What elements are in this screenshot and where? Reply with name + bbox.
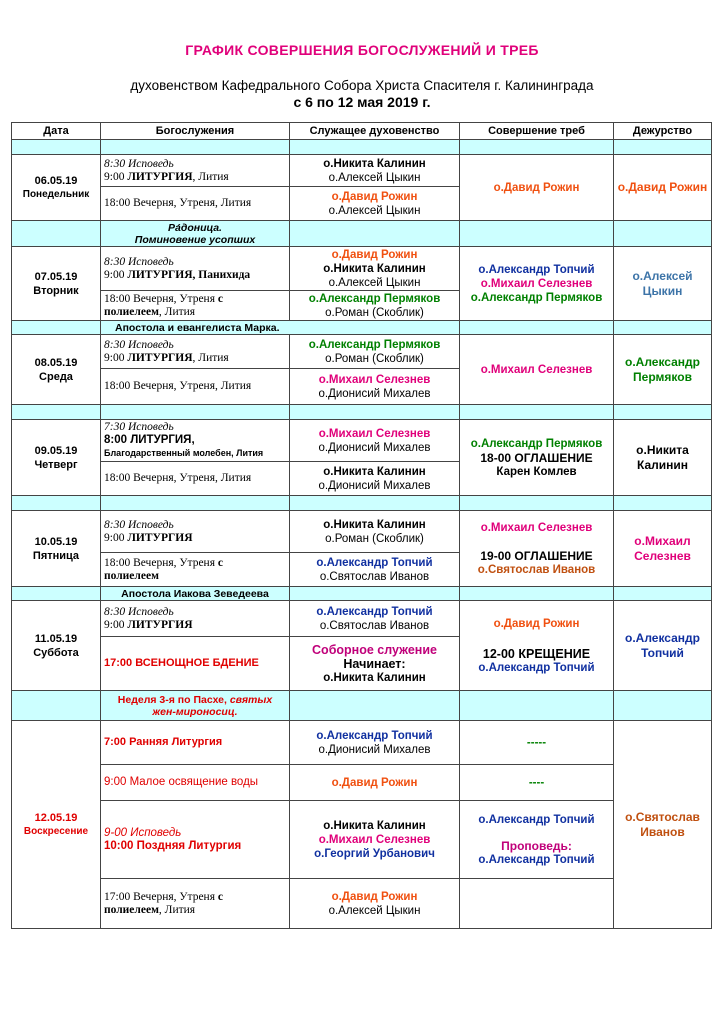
- date-cell: [12, 420, 101, 496]
- rites-name: о.Михаил Селезнев: [480, 363, 593, 376]
- service-time: 9:00: [104, 618, 128, 631]
- schedule-table: [11, 122, 712, 929]
- service-time: 9:00: [104, 531, 128, 544]
- service-line: [104, 352, 286, 365]
- clergy-name: о.Роман (Скоблик): [325, 352, 424, 365]
- duty-name: о.Александр Пермяков: [624, 354, 700, 384]
- duty-cell: [614, 721, 712, 929]
- rites-cell: [460, 335, 614, 405]
- clergy-name: о.Дионисий Михалев: [318, 441, 431, 454]
- table-row: [12, 420, 712, 462]
- table-header-row: [12, 123, 712, 140]
- clergy-cell: [290, 601, 460, 637]
- feast-text: святых: [229, 693, 273, 706]
- rites-cell: [460, 765, 614, 801]
- service-cell: [101, 553, 290, 587]
- clergy-name: о.Александр Топчий: [316, 605, 433, 618]
- service-name: полиелеем: [104, 305, 159, 318]
- clergy-name: о.Александр Пермяков: [308, 292, 441, 305]
- rites-cell: [460, 155, 614, 221]
- service-name: 10:00 Поздняя Литургия: [104, 839, 242, 852]
- duty-cell: [614, 247, 712, 321]
- service-name: 17:00 ВСЕНОЩНОЕ БДЕНИЕ: [104, 657, 259, 669]
- feast-cell: [101, 691, 290, 721]
- rites-cell: [460, 801, 614, 879]
- service-cell: [101, 637, 290, 691]
- duty-name: о.Александр Топчий: [624, 630, 700, 660]
- rites-cell: [460, 420, 614, 496]
- feast-row: [12, 221, 712, 247]
- column-header-services: Богослужения: [101, 123, 290, 140]
- rites-cell: [460, 721, 614, 765]
- service-extra: , Лития: [192, 170, 229, 183]
- service-extra: Благодарственный молебен, Лития: [104, 448, 264, 458]
- feast-line: Ра́доница.: [168, 221, 222, 234]
- separator-row: [12, 496, 712, 511]
- rites-name: о.Александр Топчий: [478, 263, 595, 276]
- weekday: Суббота: [33, 646, 79, 659]
- date-cell: [12, 721, 101, 929]
- clergy-cell: [290, 291, 460, 321]
- rites-name: о.Михаил Селезнев: [480, 521, 593, 534]
- table-row: [12, 721, 712, 765]
- service-cell: [101, 721, 290, 765]
- weekday: Воскресение: [23, 825, 89, 837]
- service-cell: 18:00 Вечерня, Утреня, Лития: [101, 187, 290, 221]
- clergy-cell: [290, 879, 460, 929]
- date-cell: [12, 601, 101, 691]
- service-cell: [101, 335, 290, 369]
- rites-name: Карен Комлев: [496, 465, 577, 478]
- separator-row: [12, 140, 712, 155]
- service-time: 9:00: [104, 268, 128, 281]
- duty-name: о.Алексей Цыкин: [632, 268, 693, 298]
- duty-name: о.Михаил Селезнев: [634, 533, 691, 563]
- service-cell: [101, 801, 290, 879]
- feast-line: [104, 694, 286, 706]
- clergy-cell: [290, 553, 460, 587]
- duty-name: о.Никита Калинин: [636, 442, 689, 472]
- clergy-name: о.Александр Топчий: [316, 729, 433, 742]
- duty-cell: [614, 335, 712, 405]
- table-row: [12, 155, 712, 187]
- column-header-rites: Совершение треб: [460, 123, 614, 140]
- clergy-name: о.Никита Калинин: [323, 671, 426, 684]
- service-name: с: [217, 292, 223, 305]
- service-extra: , Лития: [192, 351, 229, 364]
- duty-name: о.Святослав Иванов: [625, 809, 700, 839]
- clergy-name: о.Алексей Цыкин: [328, 276, 421, 289]
- service-name: ЛИТУРГИЯ: [127, 618, 193, 631]
- clergy-name: о.Алексей Цыкин: [328, 204, 421, 217]
- clergy-name: о.Святослав Иванов: [319, 570, 430, 583]
- clergy-name: о.Никита Калинин: [323, 157, 426, 170]
- clergy-name: о.Святослав Иванов: [319, 619, 430, 632]
- rites-dash: -----: [526, 736, 547, 749]
- clergy-name: о.Никита Калинин: [323, 518, 426, 531]
- rites-event: 12-00 КРЕЩЕНИЕ: [482, 646, 591, 661]
- rites-name: о.Александр Пермяков: [470, 437, 603, 450]
- rites-dash: ----: [528, 776, 545, 789]
- clergy-cell: [290, 462, 460, 496]
- clergy-cell: [290, 637, 460, 691]
- service-cell: [101, 155, 290, 187]
- weekday: Пятница: [32, 549, 80, 562]
- service-name: 8:00 ЛИТУРГИЯ,: [104, 434, 195, 446]
- service-line: 9-00 Исповедь: [104, 826, 182, 839]
- column-header-date: Дата: [12, 123, 101, 140]
- rites-name: о.Святослав Иванов: [477, 563, 596, 576]
- service-extra: , Лития: [158, 305, 196, 318]
- service-cell: [101, 291, 290, 321]
- feast-text: Неделя 3-я по Пасхе,: [117, 693, 230, 706]
- clergy-name: о.Дионисий Михалев: [318, 743, 431, 756]
- rites-event: Проповедь:: [501, 838, 572, 853]
- table-row: [12, 765, 712, 801]
- service-name: полиелеем: [104, 569, 159, 582]
- clergy-name: о.Давид Рожин: [331, 190, 418, 203]
- clergy-cell: [290, 420, 460, 462]
- rites-name: о.Александр Топчий: [478, 813, 595, 826]
- feast-cell: Апостола Иакова Зеведеева: [101, 587, 290, 601]
- feast-row: [12, 691, 712, 721]
- service-cell: 18:00 Вечерня, Утреня, Лития: [101, 462, 290, 496]
- service-cell: [101, 879, 290, 929]
- service-line: 8:30 Исповедь: [104, 605, 174, 618]
- clergy-cell: [290, 155, 460, 187]
- page-subtitle: духовенством Кафедрального Собора Христа Спасителя г. Калининграда: [130, 78, 594, 93]
- service-line: 8:30 Исповедь: [104, 338, 174, 351]
- service-time: 18:00 Вечерня, Утреня: [104, 292, 218, 305]
- page-title: ГРАФИК СОВЕРШЕНИЯ БОГОСЛУЖЕНИЙ И ТРЕБ: [185, 42, 539, 58]
- clergy-name: о.Роман (Скоблик): [325, 532, 424, 545]
- date-value: 10.05.19: [34, 535, 78, 548]
- date-value: 06.05.19: [34, 174, 78, 187]
- clergy-cell: [290, 765, 460, 801]
- service-name: ЛИТУРГИЯ: [127, 170, 193, 183]
- service-name: 7:00 Ранняя Литургия: [104, 736, 223, 748]
- service-line: 8:30 Исповедь: [104, 518, 174, 531]
- service-line: [104, 619, 286, 632]
- clergy-name: о.Александр Пермяков: [308, 338, 441, 351]
- weekday: Понедельник: [22, 188, 90, 200]
- table-row: [12, 601, 712, 637]
- feast-line: жен-мироносиц.: [152, 705, 238, 718]
- rites-event: 18-00 ОГЛАШЕНИЕ: [480, 450, 593, 465]
- date-cell: [12, 335, 101, 405]
- duty-cell: [614, 155, 712, 221]
- column-header-duty: Дежурство: [614, 123, 712, 140]
- column-header-clergy: Служащее духовенство: [290, 123, 460, 140]
- service-cell: 18:00 Вечерня, Утреня, Лития: [101, 369, 290, 405]
- clergy-cell: [290, 247, 460, 291]
- clergy-name: о.Никита Калинин: [323, 465, 426, 478]
- weekday: Вторник: [33, 284, 79, 297]
- service-line: 7:30 Исповедь: [104, 421, 174, 433]
- date-cell: [12, 247, 101, 321]
- clergy-name: о.Дионисий Михалев: [318, 387, 431, 400]
- service-name: полиелеем: [104, 903, 159, 916]
- feast-row: [12, 587, 712, 601]
- rites-cell: [460, 247, 614, 321]
- service-time: 17:00 Вечерня, Утреня: [104, 890, 218, 903]
- clergy-name: о.Михаил Селезнев: [318, 833, 431, 846]
- rites-name: о.Михаил Селезнев: [480, 277, 593, 290]
- service-cell: 9:00 Малое освящение воды: [101, 765, 290, 801]
- clergy-cell: [290, 369, 460, 405]
- service-name: ЛИТУРГИЯ, Панихида: [127, 268, 251, 281]
- duty-name: о.Давид Рожин: [617, 180, 708, 194]
- clergy-name: о.Михаил Селезнев: [318, 373, 431, 386]
- table-row: [12, 511, 712, 553]
- rites-name: о.Александр Топчий: [478, 661, 595, 674]
- clergy-name: о.Роман (Скоблик): [325, 306, 424, 319]
- clergy-note: Соборное служение: [312, 642, 437, 657]
- page-period: с 6 по 12 мая 2019 г.: [293, 94, 431, 110]
- service-time: 18:00 Вечерня, Утреня: [104, 556, 218, 569]
- rites-name: о.Давид Рожин: [493, 181, 580, 194]
- service-extra: , Лития: [158, 903, 196, 916]
- table-row: [12, 335, 712, 369]
- service-line: 8:30 Исповедь: [104, 255, 174, 268]
- rites-cell: [460, 879, 614, 929]
- service-time: 9:00: [104, 351, 128, 364]
- date-cell: [12, 155, 101, 221]
- table-row: [12, 247, 712, 291]
- service-name: ЛИТУРГИЯ: [127, 351, 193, 364]
- clergy-cell: [290, 511, 460, 553]
- clergy-cell: [290, 721, 460, 765]
- clergy-name: о.Никита Калинин: [323, 819, 426, 832]
- clergy-name: о.Алексей Цыкин: [328, 171, 421, 184]
- service-cell: [101, 420, 290, 462]
- clergy-name: о.Михаил Селезнев: [318, 427, 431, 440]
- date-value: 07.05.19: [34, 270, 78, 283]
- date-value: 08.05.19: [34, 356, 78, 369]
- clergy-cell: [290, 335, 460, 369]
- clergy-note: Начинает:: [343, 656, 406, 671]
- service-name: ЛИТУРГИЯ: [127, 531, 193, 544]
- table-row: [12, 879, 712, 929]
- service-line: [104, 532, 286, 545]
- service-cell: [101, 511, 290, 553]
- clergy-name: о.Давид Рожин: [331, 890, 418, 903]
- clergy-name: о.Александр Топчий: [316, 556, 433, 569]
- service-cell: [101, 601, 290, 637]
- rites-name: о.Александр Пермяков: [470, 291, 603, 304]
- rites-name: о.Давид Рожин: [493, 617, 580, 630]
- service-cell: [101, 247, 290, 291]
- feast-cell: Апостола и евангелиста Марка.: [101, 321, 460, 335]
- clergy-name: о.Алексей Цыкин: [328, 904, 421, 917]
- clergy-name: о.Давид Рожин: [331, 248, 418, 261]
- service-line: [104, 269, 286, 282]
- service-line: [104, 171, 286, 184]
- table-row: [12, 801, 712, 879]
- date-value: 12.05.19: [34, 811, 78, 824]
- date-value: 11.05.19: [34, 632, 78, 645]
- duty-cell: [614, 511, 712, 587]
- feast-row: [12, 321, 712, 335]
- clergy-cell: [290, 801, 460, 879]
- clergy-name: о.Давид Рожин: [331, 776, 418, 789]
- service-line: 8:30 Исповедь: [104, 157, 174, 170]
- weekday: Среда: [39, 370, 73, 383]
- clergy-cell: [290, 187, 460, 221]
- clergy-name: о.Дионисий Михалев: [318, 479, 431, 492]
- separator-row: [12, 405, 712, 420]
- weekday: Четверг: [34, 458, 78, 471]
- duty-cell: [614, 601, 712, 691]
- date-cell: [12, 511, 101, 587]
- rites-cell: [460, 601, 614, 691]
- clergy-name: о.Никита Калинин: [323, 262, 426, 275]
- rites-name: о.Александр Топчий: [478, 853, 595, 866]
- feast-cell: [101, 221, 290, 247]
- date-value: 09.05.19: [34, 444, 78, 457]
- feast-line: Поминовение усопших: [134, 233, 256, 246]
- rites-event: 19-00 ОГЛАШЕНИЕ: [480, 548, 593, 563]
- clergy-name: о.Георгий Урбанович: [314, 847, 435, 860]
- service-time: 9:00: [104, 170, 128, 183]
- duty-cell: [614, 420, 712, 496]
- service-name: с: [217, 556, 223, 569]
- rites-cell: [460, 511, 614, 587]
- service-name: с: [217, 890, 223, 903]
